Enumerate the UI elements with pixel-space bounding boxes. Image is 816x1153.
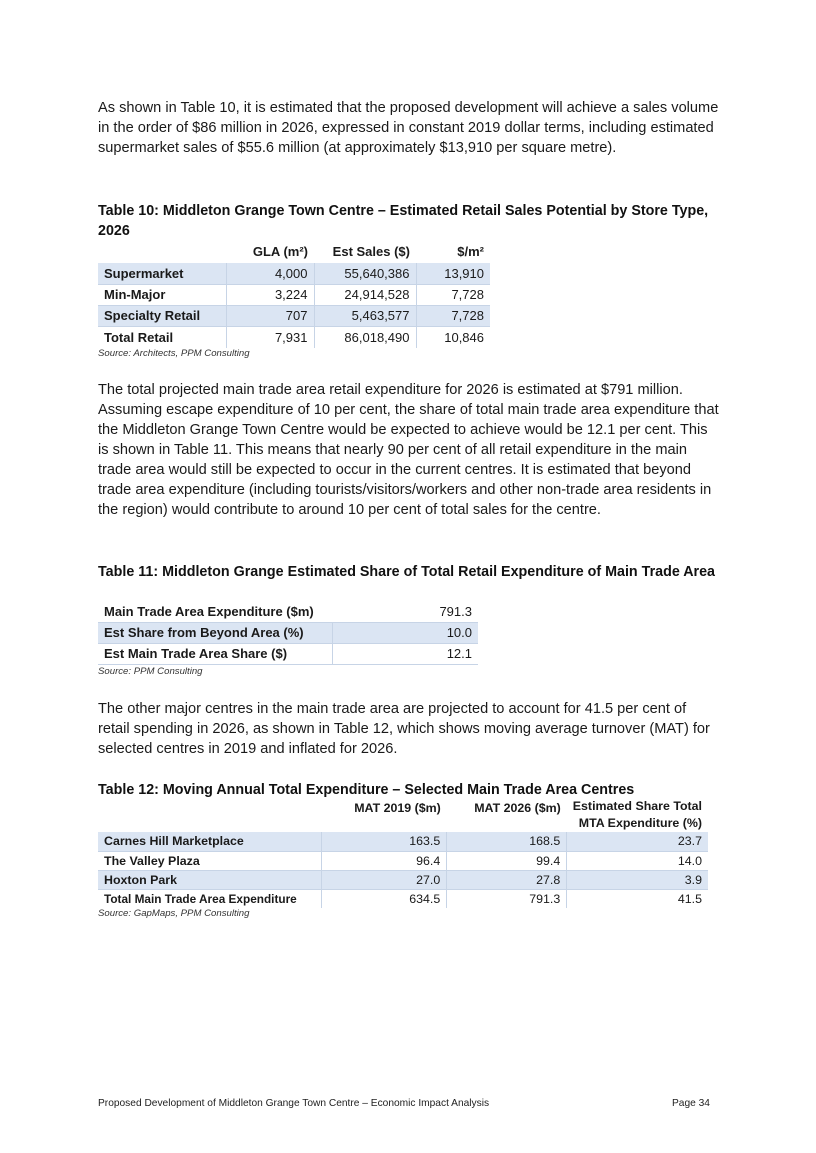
table12	[98, 798, 708, 908]
table-row	[98, 305, 490, 326]
intro-paragraph: As shown in Table 10, it is estimated that the proposed development will achieve a sales volume in the order of $86 million in 2026, expressed in constant 2019 dollar terms, including estimated supermarket sales of $55.6 million (at approximately $13,910 per square metre).	[98, 100, 719, 156]
mat2019-value: 163.5	[321, 832, 446, 851]
second-paragraph: The total projected main trade area retail expenditure for 2026 is estimated at $791 million. Assuming escape expenditure of 10 per cent, the share of total main trade area expenditure that the Middleton Grange Town Centre would be expected to achieve would be 12.1 per cent. This is shown in Table 11. This means that nearly 90 per cent of all retail expenditure in the main trade area would still be expected to occur in the current centres. It is estimated that beyond trade area expenditure (including tourists/visitors/workers and other non-trade area residents in the region) would contribute to around 10 per cent of total sales for the centre.	[98, 382, 719, 518]
share-value: 14.0	[567, 851, 708, 870]
table12-header-row	[98, 798, 708, 832]
mat2026-value: 27.8	[447, 870, 567, 889]
table-row	[98, 284, 490, 305]
table-row	[98, 622, 478, 643]
share-value: 41.5	[567, 889, 708, 908]
table-row	[98, 326, 490, 348]
table12-source: Source: GapMaps, PPM Consulting	[98, 908, 250, 919]
mat2019-value: 96.4	[321, 851, 446, 870]
row-value: 10.0	[332, 622, 478, 643]
row-label: Min-Major	[98, 284, 226, 305]
table10-header-gla: GLA (m²)	[252, 243, 308, 259]
gla-value: 7,931	[226, 326, 314, 348]
table12-header-share	[567, 798, 708, 832]
gla-value: 707	[226, 305, 314, 326]
table11-caption: Table 11: Middleton Grange Estimated Share of Total Retail Expenditure of Main Trade Area	[98, 564, 716, 580]
table12-header-share-line1: Estimated Share Total	[572, 799, 702, 813]
table-row	[98, 643, 478, 664]
sales-value: 55,640,386	[314, 263, 416, 284]
mat2019-value: 634.5	[321, 889, 446, 908]
table11	[98, 601, 478, 665]
table-row	[98, 263, 490, 284]
table-row	[98, 851, 708, 870]
per-m2-value: 13,910	[416, 263, 490, 284]
row-label: Est Main Trade Area Share ($)	[98, 643, 332, 664]
table10-caption: Table 10: Middleton Grange Town Centre – Estimated Retail Sales Potential by Store Type, 2026	[98, 203, 709, 239]
row-label: Specialty Retail	[98, 305, 226, 326]
table10	[98, 239, 490, 348]
table10-source: Source: Architects, PPM Consulting	[98, 348, 250, 359]
table12-caption: Table 12: Moving Annual Total Expenditure – Selected Main Trade Area Centres	[98, 782, 635, 798]
table-row	[98, 889, 708, 908]
row-value: 791.3	[332, 601, 478, 622]
table10-header-row	[98, 239, 490, 263]
share-value: 3.9	[567, 870, 708, 889]
table12-header-share-line2: MTA Expenditure (%)	[578, 816, 702, 830]
gla-value: 3,224	[226, 284, 314, 305]
row-label: Main Trade Area Expenditure ($m)	[98, 601, 332, 622]
mat2026-value: 99.4	[447, 851, 567, 870]
row-label: Total Main Trade Area Expenditure	[104, 891, 297, 906]
row-label: Est Share from Beyond Area (%)	[98, 622, 332, 643]
row-value: 12.1	[332, 643, 478, 664]
share-value: 23.7	[567, 832, 708, 851]
sales-value: 86,018,490	[314, 326, 416, 348]
sales-value: 5,463,577	[314, 305, 416, 326]
table10-header-sales: Est Sales ($)	[332, 243, 410, 259]
sales-value: 24,914,528	[314, 284, 416, 305]
per-m2-value: 7,728	[416, 284, 490, 305]
table11-source: Source: PPM Consulting	[98, 666, 203, 677]
row-label: Total Retail	[104, 329, 174, 345]
table10-header-per-m2: $/m²	[457, 243, 484, 259]
page-number: Page 34	[672, 1098, 710, 1109]
row-label: Supermarket	[98, 263, 226, 284]
table-row	[98, 832, 708, 851]
table12-header-mat2026: MAT 2026 ($m)	[474, 801, 561, 815]
row-label: The Valley Plaza	[98, 851, 321, 870]
gla-value: 4,000	[226, 263, 314, 284]
third-paragraph: The other major centres in the main trade area are projected to account for 41.5 per cent of retail spending in 2026, as shown in Table 12, which shows moving average turnover (MAT) for selected centres in 2019 and inflated for 2026.	[98, 701, 710, 757]
row-label: Hoxton Park	[98, 870, 321, 889]
mat2026-value: 791.3	[447, 889, 567, 908]
mat2026-value: 168.5	[447, 832, 567, 851]
table-row	[98, 870, 708, 889]
footer-title: Proposed Development of Middleton Grange Town Centre – Economic Impact Analysis	[98, 1098, 490, 1109]
table12-header-mat2019: MAT 2019 ($m)	[354, 801, 441, 815]
per-m2-value: 10,846	[416, 326, 490, 348]
table-row	[98, 601, 478, 622]
row-label: Carnes Hill Marketplace	[98, 832, 321, 851]
per-m2-value: 7,728	[416, 305, 490, 326]
mat2019-value: 27.0	[321, 870, 446, 889]
